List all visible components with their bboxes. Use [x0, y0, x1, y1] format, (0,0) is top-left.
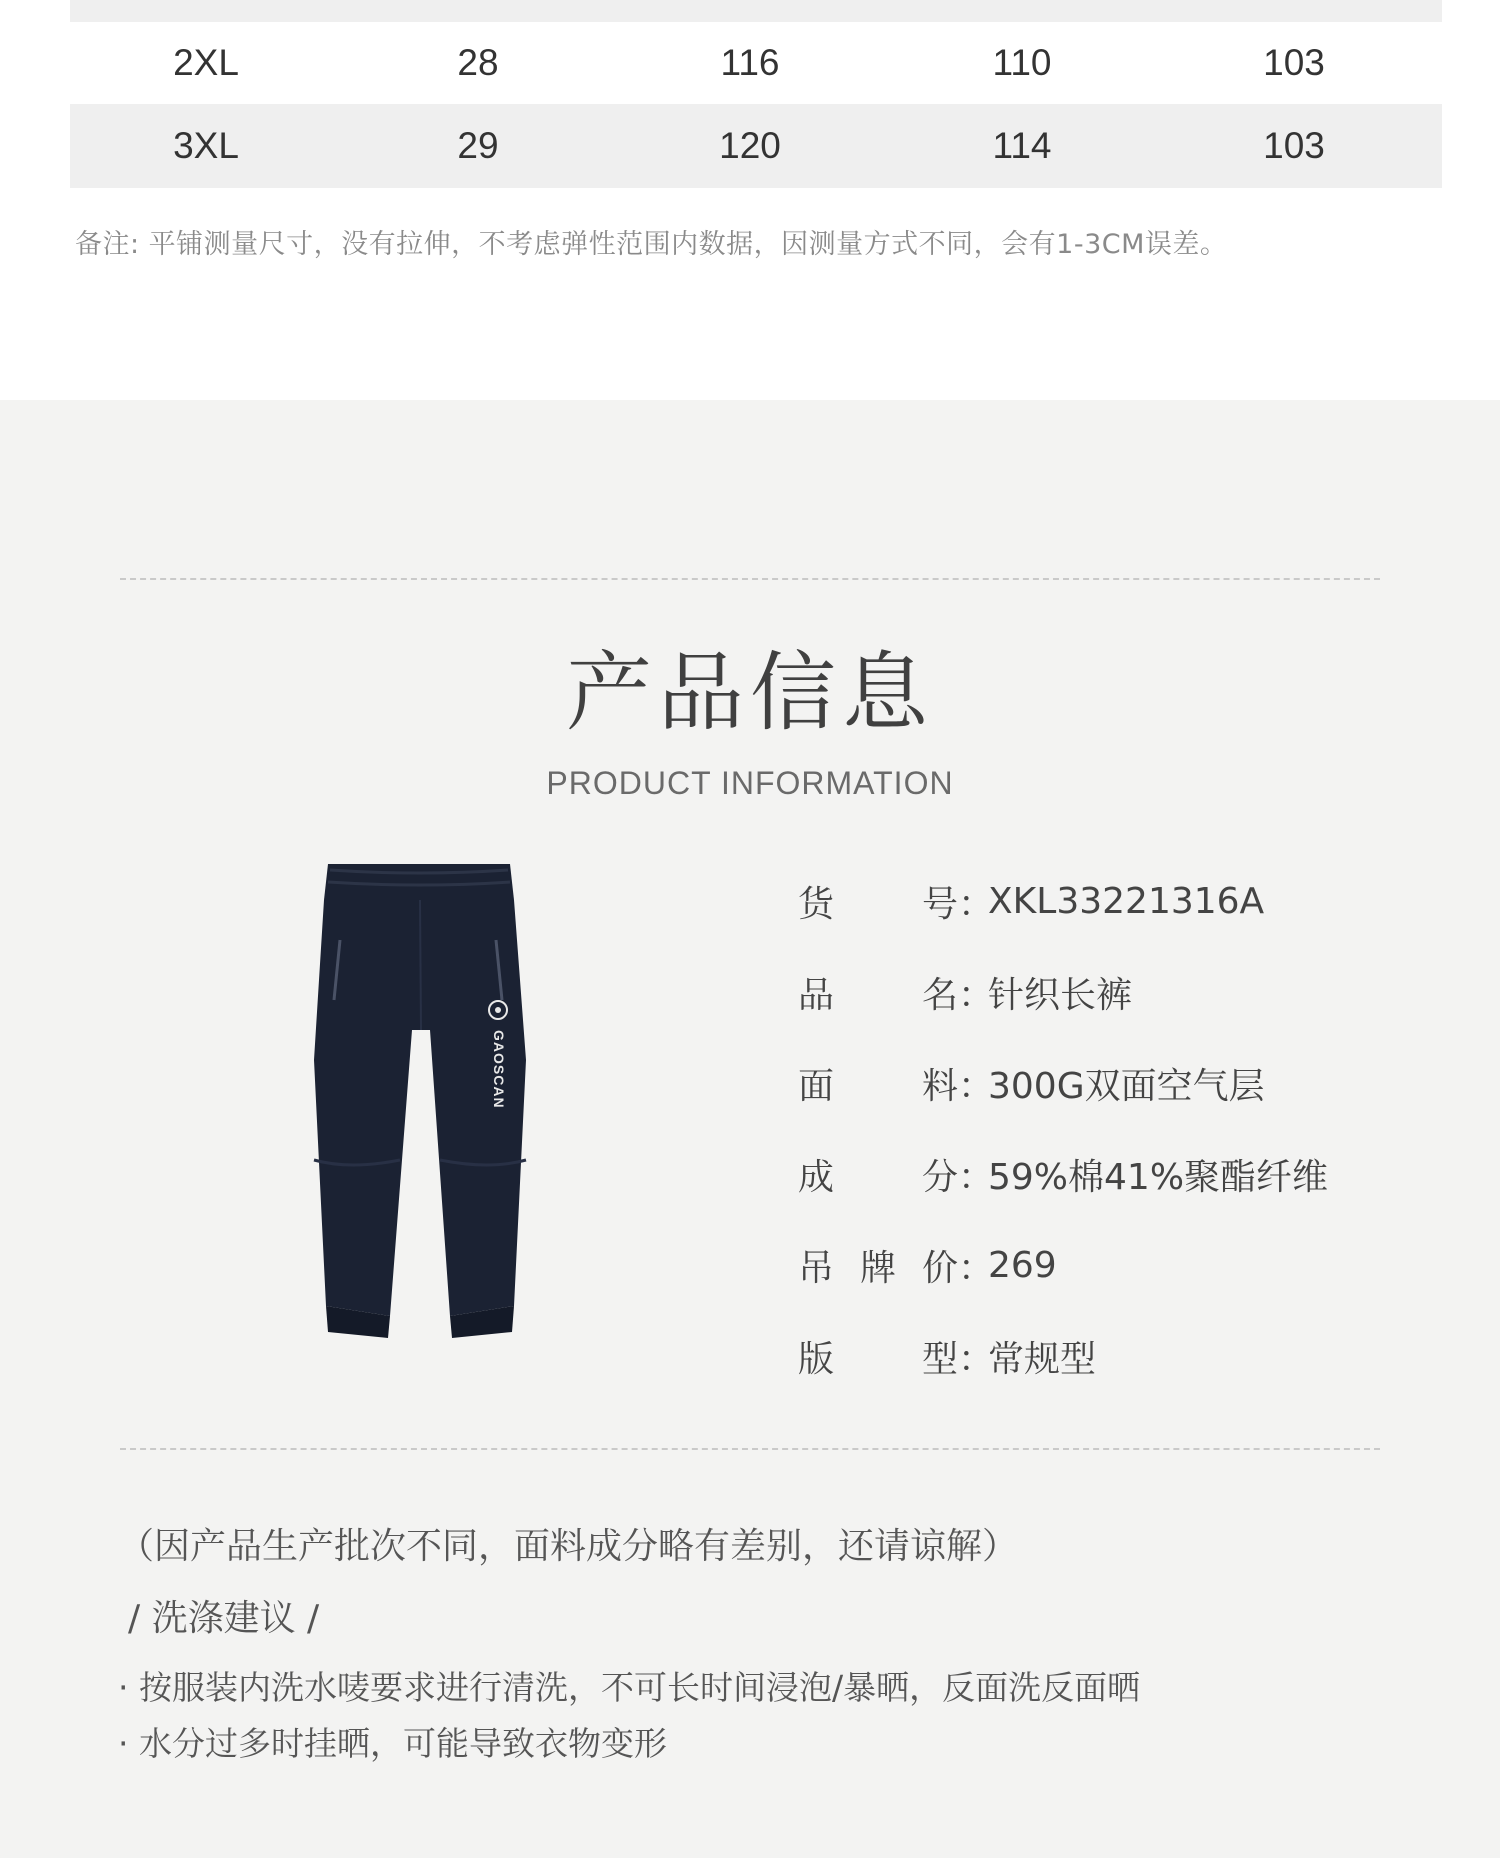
size-note: 备注: 平铺测量尺寸，没有拉伸，不考虑弹性范围内数据，因测量方式不同，会有1-3CM误差。 — [75, 229, 1228, 260]
product-image-pants — [300, 860, 540, 1340]
spec-row-fit: 版 型 ： 常规型 — [798, 1311, 1418, 1402]
spec-label: 货 号 — [798, 884, 958, 925]
table-row-partial — [70, 0, 1442, 22]
table-row — [70, 22, 1442, 104]
table-row — [70, 104, 1442, 188]
spec-row-composition: 成 分 ： 59%棉41%聚酯纤维 — [798, 1129, 1418, 1220]
measure-cell: 29 — [457, 125, 499, 166]
wash-item: · 按服装内洗水唛要求进行清洗，不可长时间浸泡/暴晒，反面洗反面晒 — [118, 1668, 1141, 1707]
spec-list — [798, 856, 1418, 1402]
section-title: 产品信息 — [566, 643, 934, 743]
measure-cell: 120 — [719, 125, 781, 166]
spec-row-name: 品 名 ： 针织长裤 — [798, 947, 1418, 1038]
divider-top — [120, 578, 1380, 580]
measure-cell: 116 — [720, 42, 780, 83]
spec-label: 面 料 — [798, 1066, 958, 1107]
measure-cell: 114 — [992, 125, 1052, 166]
size-table-section — [0, 0, 1500, 400]
section-subtitle: PRODUCT INFORMATION — [546, 765, 954, 801]
measure-cell: 110 — [992, 42, 1052, 83]
product-info-section — [0, 400, 1500, 1858]
spec-row-tag-price: 吊 牌 价 ： 269 — [798, 1220, 1418, 1311]
measure-cell: 103 — [1263, 42, 1325, 83]
spec-label: 品 名 — [798, 975, 958, 1016]
size-cell: 2XL — [173, 42, 239, 83]
spec-value: 59%棉41%聚酯纤维 — [988, 1157, 1329, 1198]
measure-cell: 28 — [457, 42, 499, 83]
spec-value: 269 — [988, 1245, 1057, 1286]
spec-label: 成 分 — [798, 1157, 958, 1198]
wash-item: · 水分过多时挂晒，可能导致衣物变形 — [118, 1724, 667, 1763]
size-table — [70, 0, 1442, 188]
wash-title: / 洗涤建议 / — [128, 1598, 320, 1639]
batch-note: （因产品生产批次不同，面料成分略有差别，还请谅解） — [118, 1526, 1019, 1567]
spec-value: 常规型 — [988, 1339, 1097, 1380]
spec-label: 版 型 — [798, 1339, 958, 1380]
spec-value: 300G双面空气层 — [988, 1066, 1265, 1107]
pants-print-text: GAOSCAN — [491, 1030, 507, 1109]
spec-value: XKL33221316A — [988, 881, 1265, 922]
spec-value: 针织长裤 — [988, 975, 1133, 1016]
divider-bottom — [120, 1448, 1380, 1450]
size-cell: 3XL — [173, 125, 239, 166]
spec-row-item-no: 货 号 ： XKL33221316A — [798, 856, 1418, 947]
spec-label: 吊 牌 价 — [798, 1248, 958, 1289]
measure-cell: 103 — [1263, 125, 1325, 166]
spec-row-fabric: 面 料 ： 300G双面空气层 — [798, 1038, 1418, 1129]
